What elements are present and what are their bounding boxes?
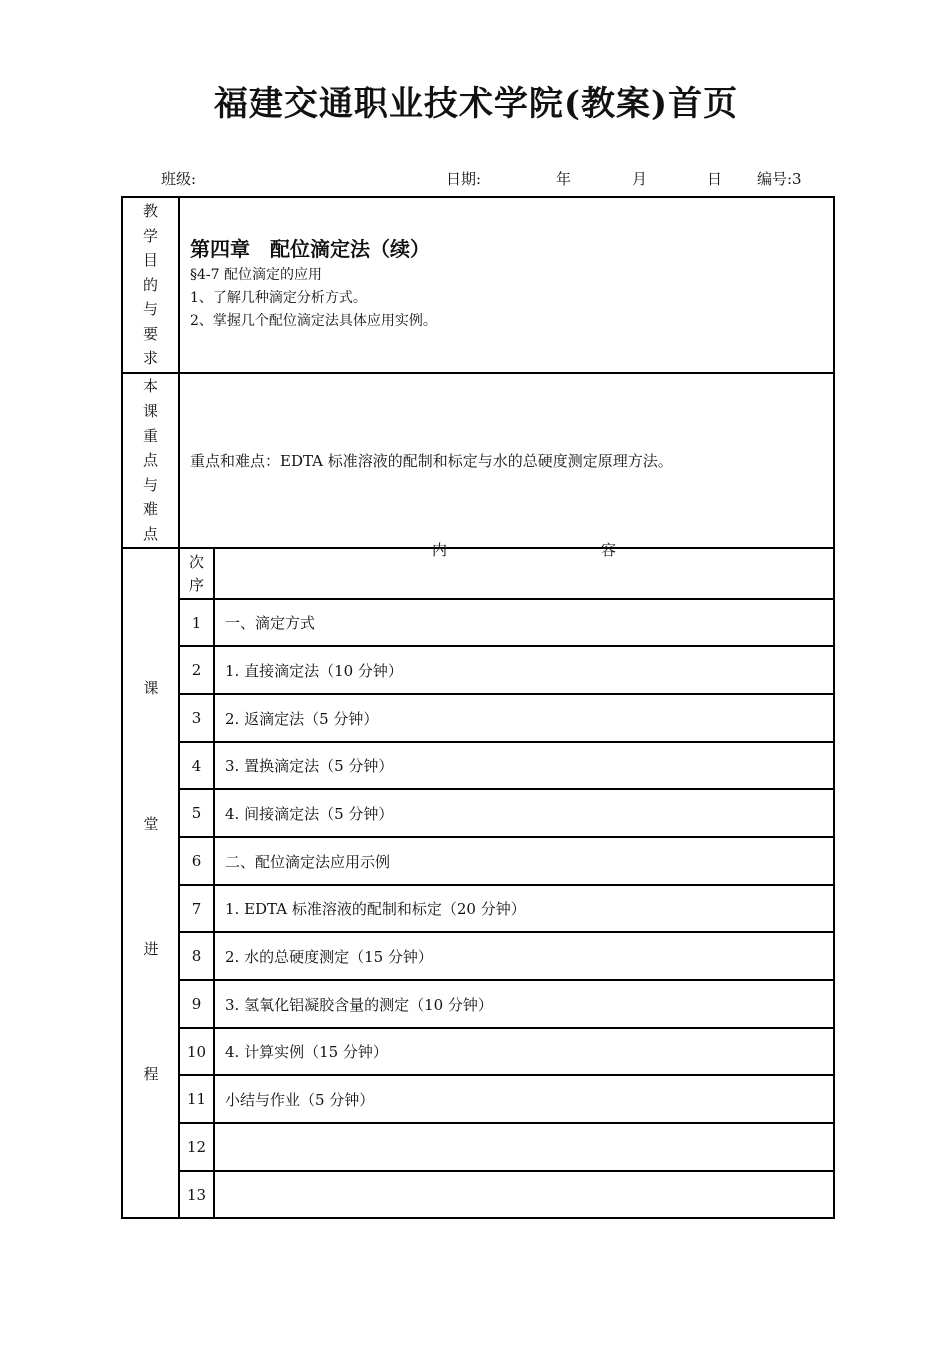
row-content: 一、滴定方式 <box>214 599 834 646</box>
row-content: 1. 直接滴定法（10 分钟） <box>214 646 834 694</box>
table-row <box>122 1123 834 1171</box>
month-label: 月 <box>632 170 648 188</box>
row-content: 4. 间接滴定法（5 分钟） <box>214 789 834 837</box>
row-content: 3. 氢氧化铝凝胶含量的测定（10 分钟） <box>214 980 834 1028</box>
objectives-label: 教 学 目 的 与 要 求 <box>122 197 179 373</box>
row-seq: 8 <box>179 932 214 980</box>
table-row <box>122 599 834 646</box>
row-content: 2. 返滴定法（5 分钟） <box>214 694 834 742</box>
objectives-content <box>179 197 834 373</box>
key-points-row <box>122 373 834 548</box>
row-seq: 1 <box>179 599 214 646</box>
row-seq: 3 <box>179 694 214 742</box>
chapter-title: 第四章 配位滴定法（续） <box>190 237 430 261</box>
row-seq: 13 <box>179 1171 214 1218</box>
row-seq: 6 <box>179 837 214 885</box>
page-title: 福建交通职业技术学院(教案)首页 <box>213 84 739 124</box>
row-content: 二、配位滴定法应用示例 <box>214 837 834 885</box>
objectives-row <box>122 197 834 373</box>
number-label: 编号:3 <box>757 170 802 188</box>
row-content <box>214 1171 834 1218</box>
lesson-plan-table <box>121 196 835 1219</box>
table-row <box>122 885 834 932</box>
content-header: 内 容 <box>214 548 834 599</box>
table-row <box>122 1171 834 1218</box>
table-row <box>122 1028 834 1075</box>
row-seq: 10 <box>179 1028 214 1075</box>
table-row <box>122 837 834 885</box>
objective-item-2: 2、掌握几个配位滴定法具体应用实例。 <box>190 313 437 329</box>
table-row <box>122 980 834 1028</box>
table-row <box>122 742 834 789</box>
row-content <box>214 1123 834 1171</box>
table-row <box>122 646 834 694</box>
row-seq: 11 <box>179 1075 214 1123</box>
key-points-text: 重点和难点：EDTA 标准溶液的配制和标定与水的总硬度测定原理方法。 <box>179 373 834 548</box>
row-seq: 4 <box>179 742 214 789</box>
row-content: 4. 计算实例（15 分钟） <box>214 1028 834 1075</box>
row-content: 1. EDTA 标准溶液的配制和标定（20 分钟） <box>214 885 834 932</box>
key-points-label: 本 课 重 点 与 难 点 <box>122 373 179 548</box>
row-content: 2. 水的总硬度测定（15 分钟） <box>214 932 834 980</box>
row-content: 小结与作业（5 分钟） <box>214 1075 834 1123</box>
table-row <box>122 932 834 980</box>
section-title: §4-7 配位滴定的应用 <box>190 267 322 283</box>
class-label: 班级: <box>161 170 197 188</box>
objective-item-1: 1、了解几种滴定分析方式。 <box>190 290 367 306</box>
date-label: 日期: <box>446 170 482 188</box>
row-content: 3. 置换滴定法（5 分钟） <box>214 742 834 789</box>
table-row <box>122 789 834 837</box>
row-seq: 12 <box>179 1123 214 1171</box>
day-label: 日 <box>707 170 723 188</box>
table-row <box>122 694 834 742</box>
row-seq: 5 <box>179 789 214 837</box>
row-seq: 9 <box>179 980 214 1028</box>
process-label: 课 堂 进 程 <box>122 548 179 1218</box>
year-label: 年 <box>556 170 572 188</box>
table-row <box>122 1075 834 1123</box>
process-header-row <box>122 548 834 599</box>
row-seq: 2 <box>179 646 214 694</box>
row-seq: 7 <box>179 885 214 932</box>
seq-header: 次 序 <box>179 548 214 599</box>
